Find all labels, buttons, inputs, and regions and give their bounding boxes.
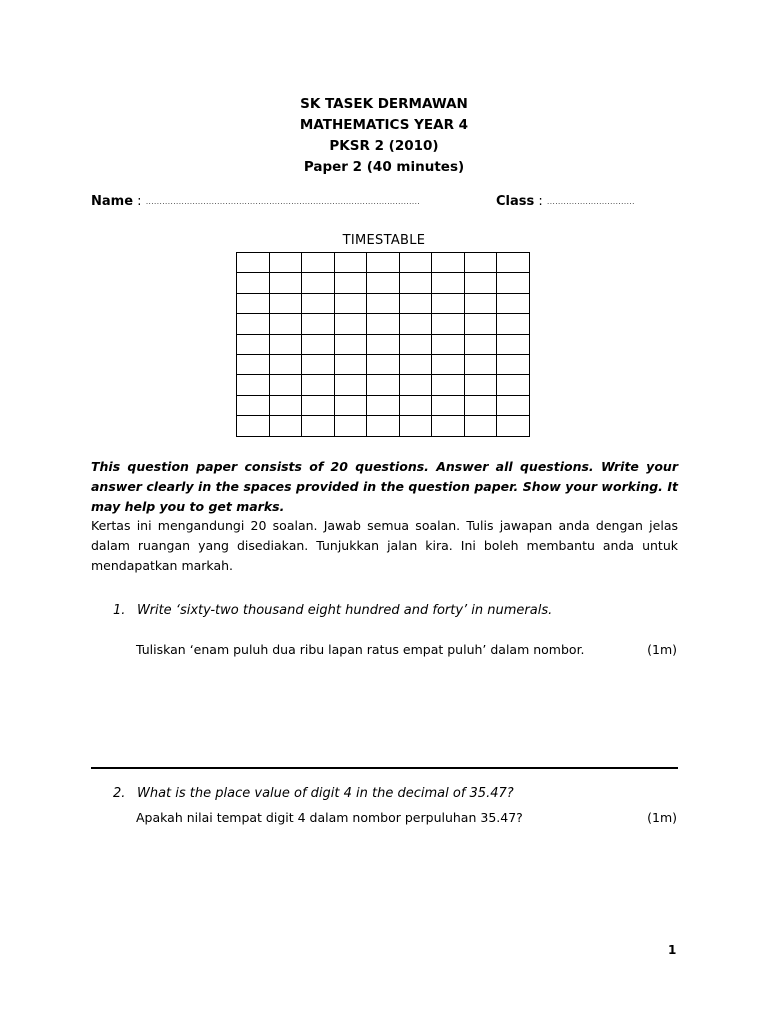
timestable-cell[interactable] — [237, 314, 270, 334]
timestable-cell[interactable] — [367, 375, 400, 395]
timestable-cell[interactable] — [464, 375, 497, 395]
timestable-cell[interactable] — [302, 416, 335, 436]
timestable-cell[interactable] — [302, 395, 335, 415]
timestable-cell[interactable] — [237, 354, 270, 374]
timestable-cell[interactable] — [302, 314, 335, 334]
timestable-cell[interactable] — [464, 273, 497, 293]
timestable-cell[interactable] — [464, 253, 497, 273]
timestable-row — [237, 293, 530, 313]
timestable-cell[interactable] — [367, 354, 400, 374]
class-dotted-line: ................................ — [546, 197, 635, 206]
timestable-cell[interactable] — [237, 375, 270, 395]
instructions-english: This question paper consists of 20 questions. Answer all questions. Write your answer clearly in the spaces provided in the question paper. Show your working. It may help you to get marks. — [91, 459, 678, 514]
timestable-cell[interactable] — [302, 293, 335, 313]
timestable-title: TIMESTABLE — [342, 233, 426, 248]
timestable-cell[interactable] — [497, 253, 530, 273]
timestable-cell[interactable] — [497, 293, 530, 313]
exam-name: PKSR 2 (2010) — [329, 138, 439, 154]
timestable-row — [237, 334, 530, 354]
timestable-cell[interactable] — [399, 354, 432, 374]
timestable-row — [237, 253, 530, 273]
timestable-cell[interactable] — [334, 334, 367, 354]
question-1-english: Write ‘sixty-two thousand eight hundred and forty’ in numerals. — [137, 603, 553, 618]
timestable-cell[interactable] — [464, 354, 497, 374]
timestable-cell[interactable] — [399, 273, 432, 293]
timestable-cell[interactable] — [269, 395, 302, 415]
timestable-cell[interactable] — [367, 253, 400, 273]
timestable-cell[interactable] — [432, 354, 465, 374]
question-2 — [113, 786, 673, 801]
question-1-malay: Tuliskan ‘enam puluh dua ribu lapan ratus empat puluh’ dalam nombor. — [136, 642, 585, 657]
timestable-row — [237, 395, 530, 415]
timestable-cell[interactable] — [334, 273, 367, 293]
timestable-cell[interactable] — [269, 253, 302, 273]
timestable-cell[interactable] — [269, 314, 302, 334]
timestable-row — [237, 416, 530, 436]
question-2-number: 2. — [113, 786, 126, 801]
timestable-cell[interactable] — [302, 273, 335, 293]
timestable-cell[interactable] — [399, 293, 432, 313]
instructions-malay: Kertas ini mengandungi 20 soalan. Jawab semua soalan. Tulis jawapan anda dengan jelas dalam ruangan yang disediakan. Tunjukkan jalan kira. Ini boleh membantu anda untuk mendapatkan markah. — [91, 518, 678, 573]
timestable-cell[interactable] — [237, 293, 270, 313]
timestable-cell[interactable] — [432, 375, 465, 395]
question-1-number: 1. — [113, 603, 126, 618]
timestable-cell[interactable] — [399, 334, 432, 354]
question-2-malay: Apakah nilai tempat digit 4 dalam nombor perpuluhan 35.47? — [136, 810, 523, 825]
timestable-cell[interactable] — [497, 375, 530, 395]
timestable-cell[interactable] — [432, 314, 465, 334]
timestable-cell[interactable] — [269, 293, 302, 313]
timestable-cell[interactable] — [334, 375, 367, 395]
timestable-cell[interactable] — [269, 354, 302, 374]
question-1 — [113, 603, 673, 618]
timestable-cell[interactable] — [464, 334, 497, 354]
question-2-english: What is the place value of digit 4 in the decimal of 35.47? — [137, 786, 514, 801]
timestable-cell[interactable] — [432, 253, 465, 273]
timestable-cell[interactable] — [399, 395, 432, 415]
timestable-cell[interactable] — [497, 273, 530, 293]
question-2-marks: (1m) — [647, 810, 677, 825]
question-1-malay-row — [136, 642, 677, 657]
page-number: 1 — [668, 943, 677, 957]
timestable-cell[interactable] — [302, 334, 335, 354]
timestable-cell[interactable] — [367, 273, 400, 293]
timestable-grid — [236, 252, 530, 437]
school-name: SK TASEK DERMAWAN — [300, 96, 468, 112]
timestable-cell[interactable] — [464, 416, 497, 436]
timestable-cell[interactable] — [399, 253, 432, 273]
timestable-cell[interactable] — [464, 314, 497, 334]
section-divider — [91, 767, 678, 769]
question-2-malay-row — [136, 810, 677, 825]
subject-title: MATHEMATICS YEAR 4 — [299, 117, 469, 133]
timestable-row — [237, 375, 530, 395]
timestable-cell[interactable] — [237, 273, 270, 293]
class-field[interactable] — [496, 194, 635, 209]
timestable-cell[interactable] — [399, 375, 432, 395]
student-info-row — [91, 194, 681, 214]
timestable-cell[interactable] — [237, 395, 270, 415]
exam-header — [0, 94, 768, 178]
timestable-cell[interactable] — [497, 314, 530, 334]
class-label: Class — [496, 194, 535, 209]
timestable-cell[interactable] — [464, 293, 497, 313]
timestable-cell[interactable] — [237, 253, 270, 273]
timestable-cell[interactable] — [399, 416, 432, 436]
timestable-cell[interactable] — [302, 375, 335, 395]
timestable-cell[interactable] — [432, 334, 465, 354]
timestable-cell[interactable] — [302, 354, 335, 374]
timestable-cell[interactable] — [302, 253, 335, 273]
timestable-cell[interactable] — [399, 314, 432, 334]
timestable-cell[interactable] — [497, 354, 530, 374]
timestable-row — [237, 354, 530, 374]
timestable-cell[interactable] — [334, 395, 367, 415]
timestable-cell[interactable] — [497, 416, 530, 436]
name-field[interactable] — [91, 194, 420, 209]
timestable-cell[interactable] — [334, 416, 367, 436]
timestable-cell[interactable] — [432, 273, 465, 293]
timestable-cell[interactable] — [464, 395, 497, 415]
name-separator: : — [137, 194, 142, 209]
timestable-cell[interactable] — [334, 253, 367, 273]
timestable-cell[interactable] — [269, 273, 302, 293]
timestable-cell[interactable] — [367, 334, 400, 354]
timestable-cell[interactable] — [497, 395, 530, 415]
timestable-cell[interactable] — [269, 416, 302, 436]
timestable-cell[interactable] — [367, 293, 400, 313]
timestable-cell[interactable] — [334, 354, 367, 374]
timestable-cell[interactable] — [334, 314, 367, 334]
timestable-cell[interactable] — [497, 334, 530, 354]
timestable-cell[interactable] — [432, 293, 465, 313]
class-separator: : — [538, 194, 543, 209]
timestable-row — [237, 273, 530, 293]
question-1-marks: (1m) — [647, 642, 677, 657]
timestable-cell[interactable] — [237, 334, 270, 354]
timestable-cell[interactable] — [269, 375, 302, 395]
name-dotted-line: .................................................................................................... — [145, 197, 420, 206]
timestable-cell[interactable] — [367, 416, 400, 436]
timestable-row — [237, 314, 530, 334]
timestable-cell[interactable] — [334, 293, 367, 313]
timestable-cell[interactable] — [367, 395, 400, 415]
timestable-cell[interactable] — [432, 395, 465, 415]
timestable-cell[interactable] — [367, 314, 400, 334]
paper-duration: Paper 2 (40 minutes) — [303, 159, 465, 175]
timestable-cell[interactable] — [269, 334, 302, 354]
timestable-cell[interactable] — [432, 416, 465, 436]
timestable-cell[interactable] — [237, 416, 270, 436]
name-label: Name — [91, 194, 134, 209]
